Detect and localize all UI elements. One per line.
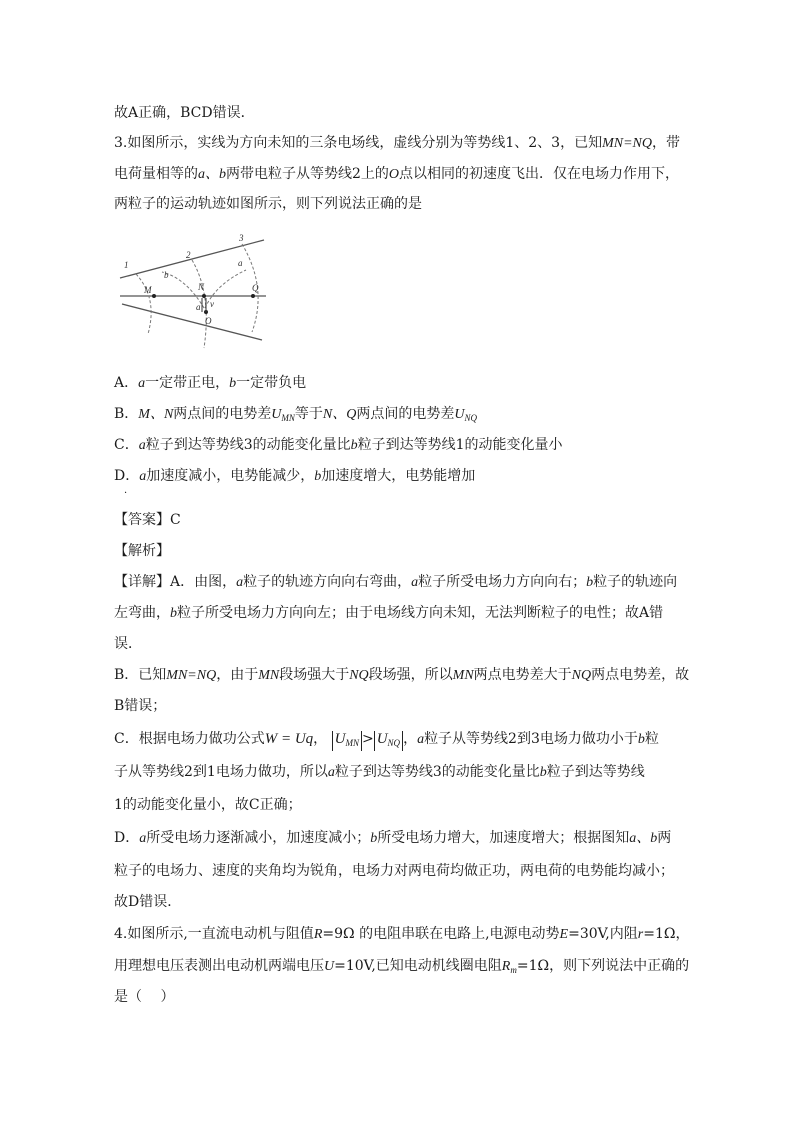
detail-line-1 [114,572,677,593]
electric-field-figure [116,228,268,354]
point-Q [251,294,255,298]
detail-line-10: 粒子的电场力、速度的夹角均为锐角，电场力对两电荷均做正功，两电荷的电势能均减小； [114,863,674,879]
text: ，由于 [216,667,259,683]
answer: 【答案】C [114,512,181,528]
text: ，带 [651,135,680,151]
detail-line-4 [114,665,689,686]
text: =9Ω 的电阻串联在电路上,电源电动势 [322,926,560,942]
math: b [170,606,177,621]
text: C． [114,437,139,453]
text: 两点间的电势差 [356,406,455,422]
label-O: O [205,316,212,326]
detail-line-5: B错误； [114,698,167,714]
math: U [376,731,388,747]
text: 粒子从等势线2到3电场力做功小于 [424,731,638,747]
text: 两带电粒子从等势线2上的 [226,166,389,182]
math: MN=NQ [166,668,217,683]
text: 电荷量相等的 [114,166,198,182]
text: 一定带正电， [145,375,230,391]
subscript: NQ [464,413,478,423]
label-1: 1 [124,260,129,270]
label-2: 2 [186,250,191,260]
detail-line-3: 误． [114,636,142,652]
text: 所受电场力逐渐减小，加速度减小； [146,830,371,846]
detail-line-6 [114,729,659,751]
math: a、b [198,167,226,182]
q3-stem-line-3: 两粒子的运动轨迹如图所示，则下列说法正确的是 [114,196,422,212]
option-A [114,373,306,394]
q3-stem-line-2 [114,164,679,185]
text: 粒子到达等势线1的动能变化量小 [357,437,563,453]
detail-line-9 [114,828,671,849]
text: 4.如图所示,一直流电动机与阻值 [114,926,314,942]
text: 一定带负电 [236,375,307,391]
text: 粒子到达等势线3的动能变化量比 [334,764,540,780]
equipotential-1 [136,274,151,334]
math: b [350,438,358,453]
math: r [637,927,644,942]
math: U [324,959,335,974]
math: a [417,732,425,747]
abs-umn [332,731,362,751]
option-B [114,404,477,428]
text: 左弯曲， [114,605,170,621]
label-v: v [210,299,214,309]
text: 【详解】A．由图， [114,574,237,590]
text: 粒 [644,731,659,747]
label-a: a [238,258,243,268]
text: 3.如图所示，实线为方向未知的三条电场线，虚线分别为等势线1、2、3，已知 [114,135,603,151]
math: O [388,167,400,182]
point-M [152,294,156,298]
math: E [559,927,569,942]
text: ， [403,731,418,747]
label-Q: Q [252,283,259,293]
text: B． [114,406,139,422]
text: D． [114,830,140,846]
field-line-bottom [122,304,262,340]
math: b [637,732,645,747]
text: =30V,内阻 [568,926,638,942]
detail-line-11: 故D错误． [114,894,182,910]
text: 子从等势线2到1电场力做功，所以 [114,764,328,780]
previous-conclusion: 故A正确，BCD错误． [114,105,255,121]
text: 点以相同的初速度飞出．仅在电场力作用下， [399,166,680,182]
label-a-small: a [196,302,201,312]
text: 两点电势差大于 [473,667,572,683]
greater-than: > [361,731,374,747]
q4-stem-line-1 [114,924,689,945]
q3-stem-line-1 [114,133,680,154]
math: M、N [138,407,174,422]
stray-dot: · [124,488,128,499]
subscript: NQ [387,738,401,748]
math: MN=NQ [602,136,652,151]
math: b [586,575,594,590]
math: MN [452,668,474,683]
subscript: m [510,965,517,975]
math: a [139,831,147,846]
text: ， [313,731,328,747]
abs-unq [374,731,403,751]
math: U [271,407,282,422]
text: 段场强，所以 [368,667,453,683]
text: =1Ω， [643,926,690,942]
math: b [229,376,237,391]
math: b [314,469,322,484]
math: a [236,575,244,590]
math: a、b [629,831,658,846]
math: a [327,765,335,780]
text: 加速度增大，电势能增加 [321,468,476,484]
math: R [313,927,323,942]
text: 段场强大于 [279,667,350,683]
detail-line-7 [114,762,645,783]
math: R [501,959,511,974]
math: b [539,765,547,780]
label-3: 3 [239,233,244,243]
text: A． [114,375,139,391]
detail-line-2 [114,603,663,624]
math: MN [258,668,280,683]
math: U [454,407,465,422]
text: 所受电场力增大，加速度增大；根据图知 [377,830,630,846]
text: 用理想电压表测出电动机两端电压 [114,958,324,974]
text: 粒子所受电场力方向向右； [418,574,587,590]
label-N: N [198,282,205,292]
subscript: MN [281,413,295,423]
math: U [334,731,346,747]
text: 等于 [294,406,323,422]
text: 两点间的电势差 [173,406,272,422]
detail-line-8: 1的动能变化量小，故C正确； [114,797,302,813]
label-M: M [144,285,152,295]
subscript: MN [345,738,359,748]
text: 粒子到达等势线3的动能变化量比 [145,437,351,453]
option-D [114,466,475,487]
point-N [202,294,206,298]
work-formula: W = Uq [264,731,314,747]
option-C [114,435,563,456]
math: a [139,469,147,484]
text: =10V,已知电动机线圈电阻 [334,958,502,974]
label-b: b [164,270,169,280]
text: 粒子的轨迹向 [593,574,678,590]
text: 粒子到达等势线 [546,764,645,780]
math: NQ [349,668,369,683]
math: b [370,831,378,846]
text: =1Ω，则下列说法中正确的 [516,958,690,974]
text: B．已知 [114,667,167,683]
math: a [411,575,419,590]
analysis-title: 【解析】 [114,543,170,559]
math: NQ [571,668,592,683]
q4-stem-line-2 [114,956,689,980]
math: a [138,438,146,453]
q4-stem-line-3: 是（ ） [114,989,175,1005]
text: C．根据电场力做功公式 [114,731,265,747]
text: 粒子所受电场力方向向左；由于电场线方向未知，无法判断粒子的电性；故A错 [177,605,664,621]
text: D． [114,468,140,484]
text: 加速度减小，电势能减少， [146,468,315,484]
text: 两点电势差，故 [591,667,690,683]
math: a [138,376,146,391]
text: 粒子的轨迹方向向右弯曲， [243,574,412,590]
text: 两 [657,830,672,846]
math: N、Q [322,407,357,422]
